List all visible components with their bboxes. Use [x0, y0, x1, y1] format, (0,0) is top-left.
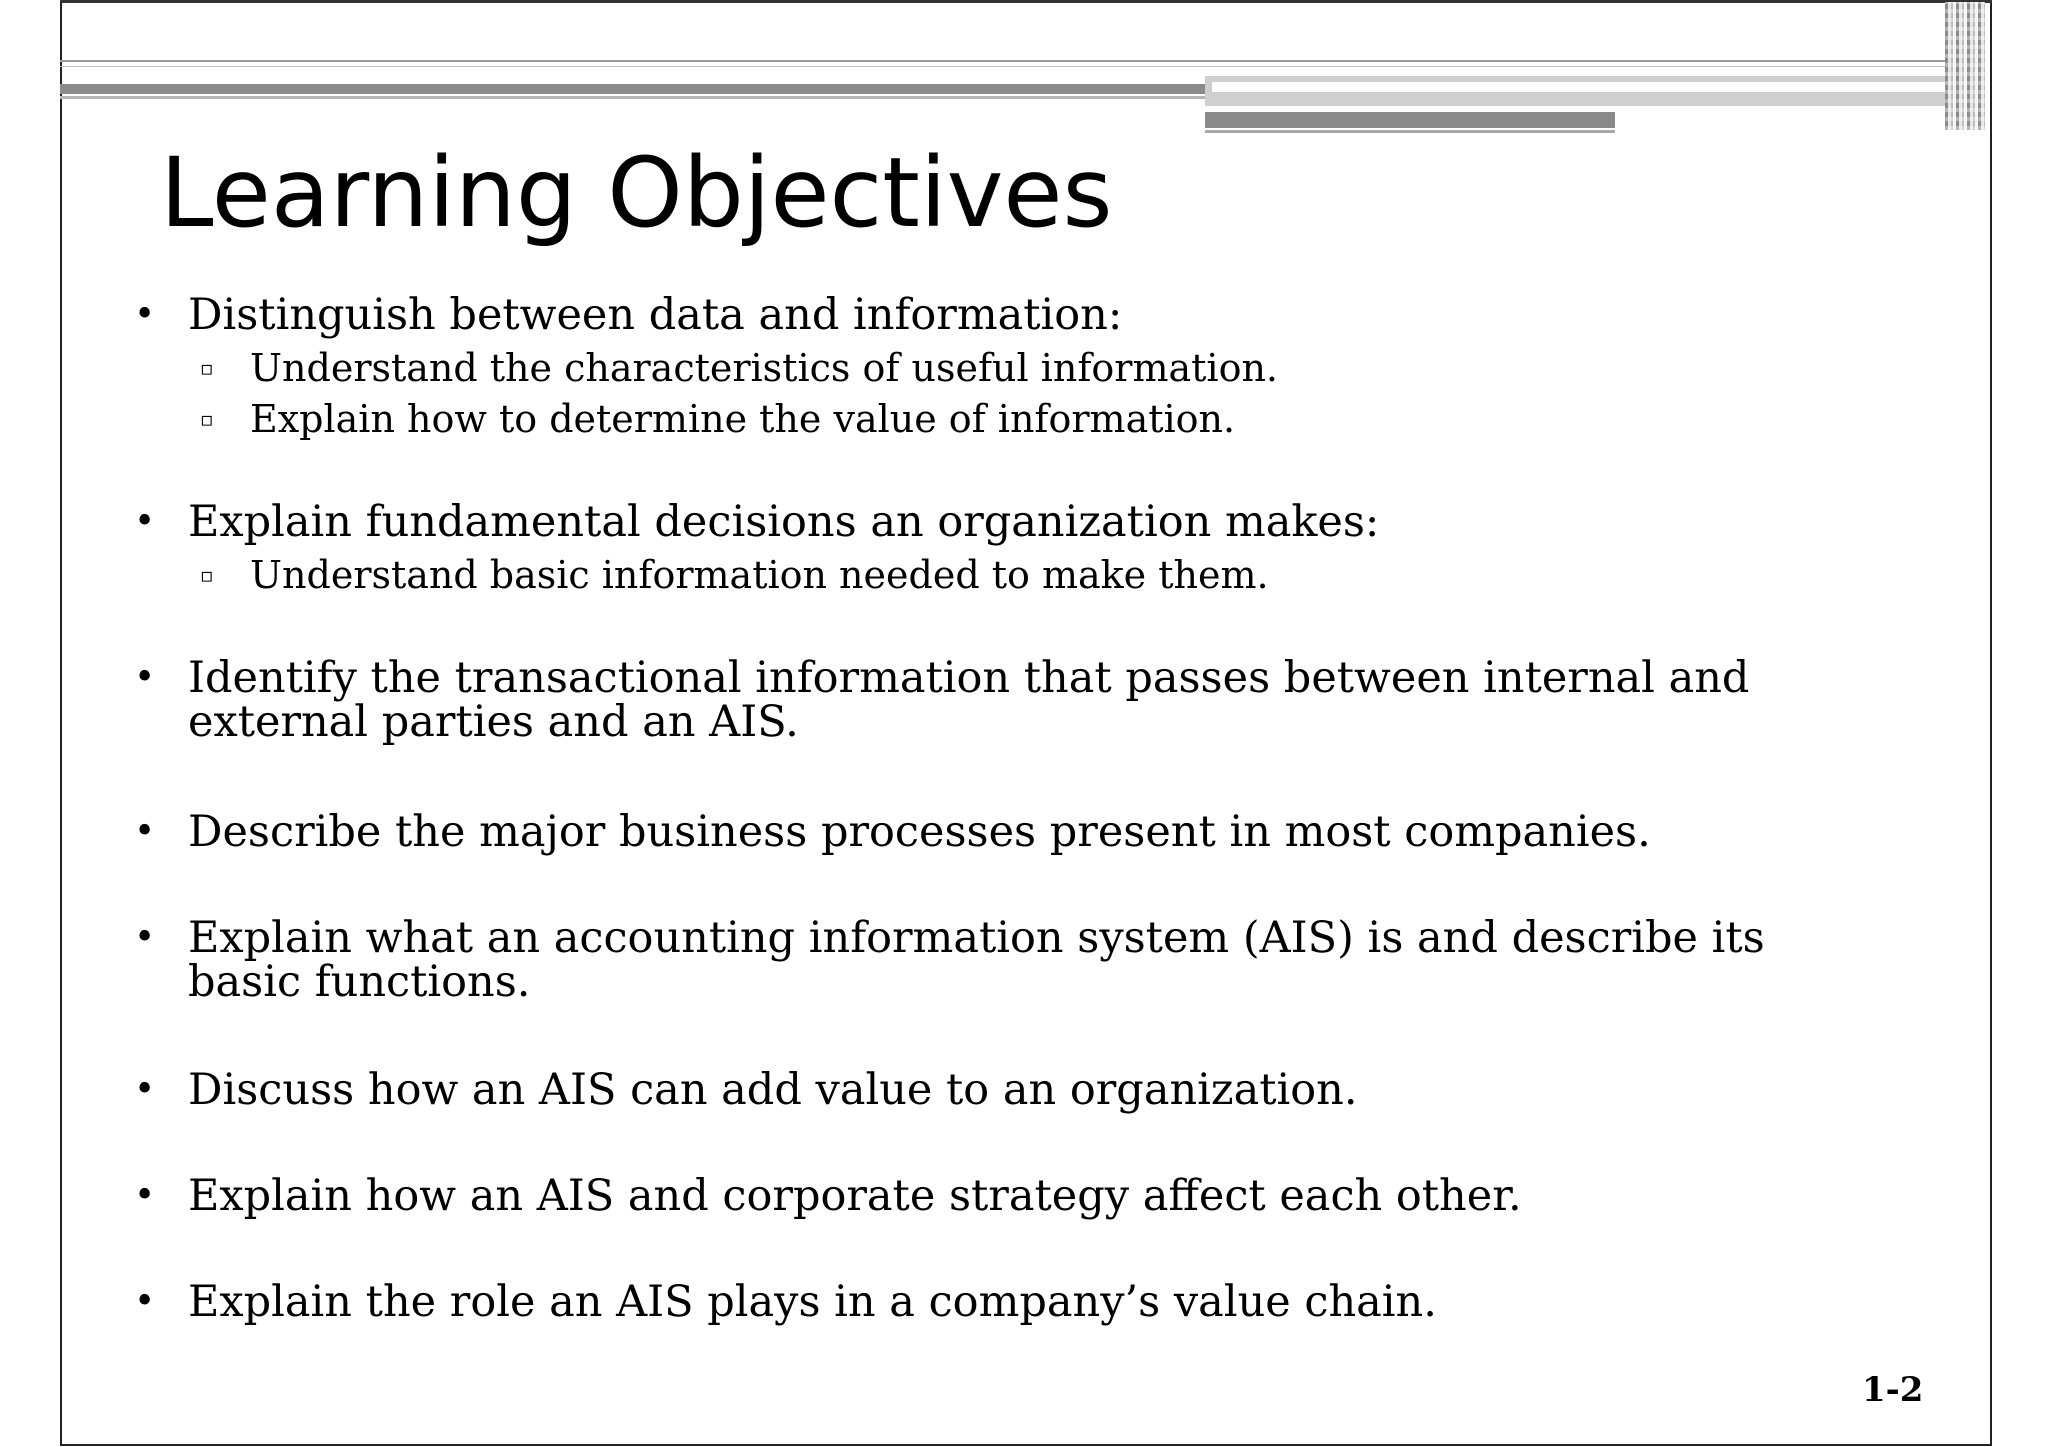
- header-stripe-pattern-overlay: [1945, 2, 1985, 130]
- slide-title: Learning Objectives: [160, 137, 1113, 249]
- bullet-icon: •: [134, 1281, 156, 1322]
- sub-objectives-list: [130, 343, 1830, 445]
- header-bar-right-lower-rule: [1205, 130, 1615, 133]
- objective-item: [130, 913, 1830, 1007]
- bullet-icon: •: [134, 1175, 156, 1216]
- objective-text: Explain what an accounting information system (AIS) is and describe its basic functions.: [188, 913, 1765, 1007]
- objective-text: Explain the role an AIS plays in a company’s value chain.: [188, 1277, 1437, 1327]
- objective-text: Distinguish between data and information:: [188, 290, 1123, 340]
- header-top-rule: [60, 0, 1992, 3]
- bullet-icon: •: [134, 294, 156, 335]
- objective-item: [130, 1065, 1830, 1115]
- sub-bullet-icon: ▫: [200, 407, 214, 431]
- objective-text: Explain how an AIS and corporate strategy affect each other.: [188, 1171, 1522, 1221]
- header-thin-rule-secondary: [60, 66, 1970, 67]
- sub-bullet-icon: ▫: [200, 356, 214, 380]
- sub-objective-item: [130, 343, 1830, 394]
- objective-text: Explain fundamental decisions an organization makes:: [188, 497, 1380, 547]
- sub-objective-item: [130, 394, 1830, 445]
- objective-item: [130, 1171, 1830, 1221]
- bullet-icon: •: [134, 811, 156, 852]
- objective-item: [130, 807, 1830, 857]
- sub-objectives-list: [130, 550, 1830, 601]
- header-bar-right-inner: [1212, 82, 1952, 92]
- bullet-icon: •: [134, 917, 156, 958]
- header-bar-right-lower: [1205, 112, 1615, 128]
- header-bar-left: [60, 84, 1205, 94]
- header-bar-left-shadow: [60, 96, 1205, 99]
- sub-objective-text: Explain how to determine the value of information.: [250, 397, 1236, 441]
- objective-item: [130, 1277, 1830, 1327]
- bullet-icon: •: [134, 1069, 156, 1110]
- bullet-icon: •: [134, 501, 156, 542]
- objective-item: [130, 290, 1830, 445]
- bullet-icon: •: [134, 657, 156, 698]
- sub-objective-item: [130, 550, 1830, 601]
- sub-bullet-icon: ▫: [200, 563, 214, 587]
- sub-objective-text: Understand basic information needed to make them.: [250, 553, 1269, 597]
- header-thin-rule: [60, 60, 1970, 62]
- objective-text: Discuss how an AIS can add value to an organization.: [188, 1065, 1358, 1115]
- objective-text: Identify the transactional information that passes between internal and external parties and an AIS.: [188, 653, 1750, 747]
- objective-item: [130, 653, 1830, 747]
- objective-text: Describe the major business processes present in most companies.: [188, 807, 1651, 857]
- sub-objective-text: Understand the characteristics of useful information.: [250, 346, 1279, 390]
- page-number: 1-2: [1862, 1370, 1924, 1410]
- objective-item: [130, 497, 1830, 601]
